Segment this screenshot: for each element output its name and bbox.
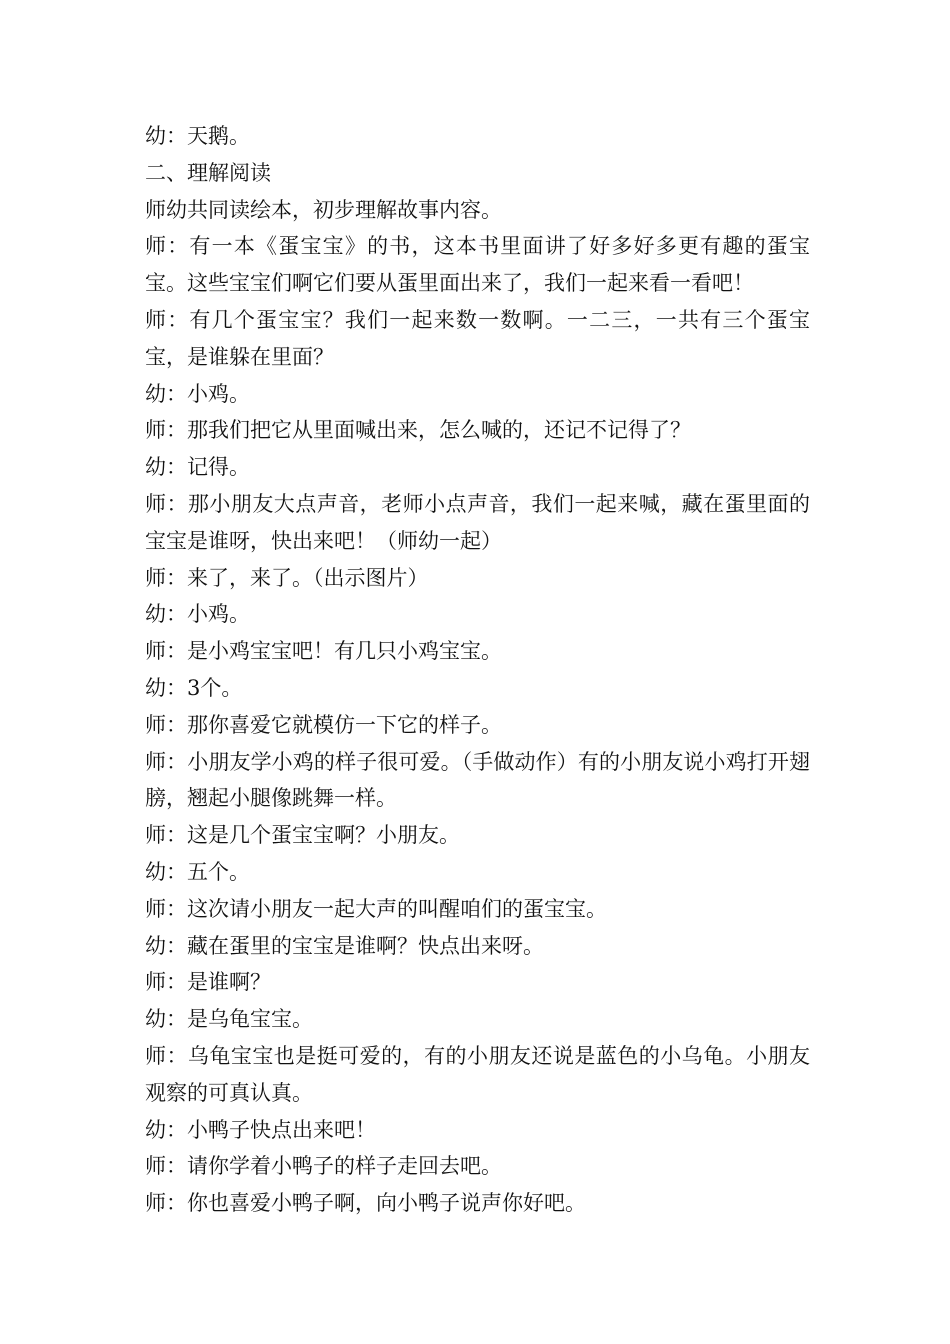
paragraph: 师：有一本《蛋宝宝》的书，这本书里面讲了好多好多更有趣的蛋宝宝。这些宝宝们啊它们要从蛋里面出来了，我们一起来看一看吧！ bbox=[145, 234, 810, 296]
paragraph: 师：请你学着小鸭子的样子走回去吧。 bbox=[145, 1154, 502, 1179]
paragraph: 师：这次请小朋友一起大声的叫醒咱们的蛋宝宝。 bbox=[145, 896, 607, 921]
paragraph: 师：是小鸡宝宝吧！有几只小鸡宝宝。 bbox=[145, 639, 502, 664]
paragraph: 师：你也喜爱小鸭子啊，向小鸭子说声你好吧。 bbox=[145, 1191, 586, 1216]
paragraph: 师：来了，来了。（出示图片） bbox=[145, 565, 429, 590]
paragraph: 幼：天鹅。 bbox=[145, 124, 250, 148]
paragraph: 师：小朋友学小鸡的样子很可爱。（手做动作）有的小朋友说小鸡打开翅膀，翘起小腿像跳舞一样。 bbox=[145, 749, 810, 811]
paragraph: 师：有几个蛋宝宝？我们一起来数一数啊。一二三，一共有三个蛋宝宝，是谁躲在里面？ bbox=[145, 307, 810, 369]
paragraph: 幼：小鸭子快点出来吧！ bbox=[145, 1117, 376, 1142]
paragraph: 幼：小鸡。 bbox=[145, 381, 250, 406]
paragraph: 师：乌龟宝宝也是挺可爱的，有的小朋友还说是蓝色的小乌龟。小朋友观察的可真认真。 bbox=[145, 1043, 810, 1105]
section-heading: 二、理解阅读 bbox=[145, 160, 271, 185]
paragraph: 幼：五个。 bbox=[145, 859, 250, 884]
paragraph: 师：是谁啊？ bbox=[145, 970, 271, 995]
paragraph: 幼：记得。 bbox=[145, 455, 250, 480]
paragraph: 幼：藏在蛋里的宝宝是谁啊？快点出来呀。 bbox=[145, 933, 544, 958]
paragraph: 幼：小鸡。 bbox=[145, 602, 250, 627]
paragraph: 幼：是乌龟宝宝。 bbox=[145, 1007, 313, 1032]
paragraph: 师：那小朋友大点声音，老师小点声音，我们一起来喊，藏在蛋里面的宝宝是谁呀，快出来吧！（师幼一起） bbox=[145, 491, 810, 553]
paragraph: 师幼共同读绘本，初步理解故事内容。 bbox=[145, 197, 502, 222]
document-body bbox=[145, 118, 810, 1222]
paragraph: 幼：3个。 bbox=[145, 675, 243, 700]
paragraph: 师：那我们把它从里面喊出来，怎么喊的，还记不记得了？ bbox=[145, 418, 691, 443]
paragraph: 师：那你喜爱它就模仿一下它的样子。 bbox=[145, 712, 502, 737]
paragraph: 师：这是几个蛋宝宝啊？小朋友。 bbox=[145, 823, 460, 848]
